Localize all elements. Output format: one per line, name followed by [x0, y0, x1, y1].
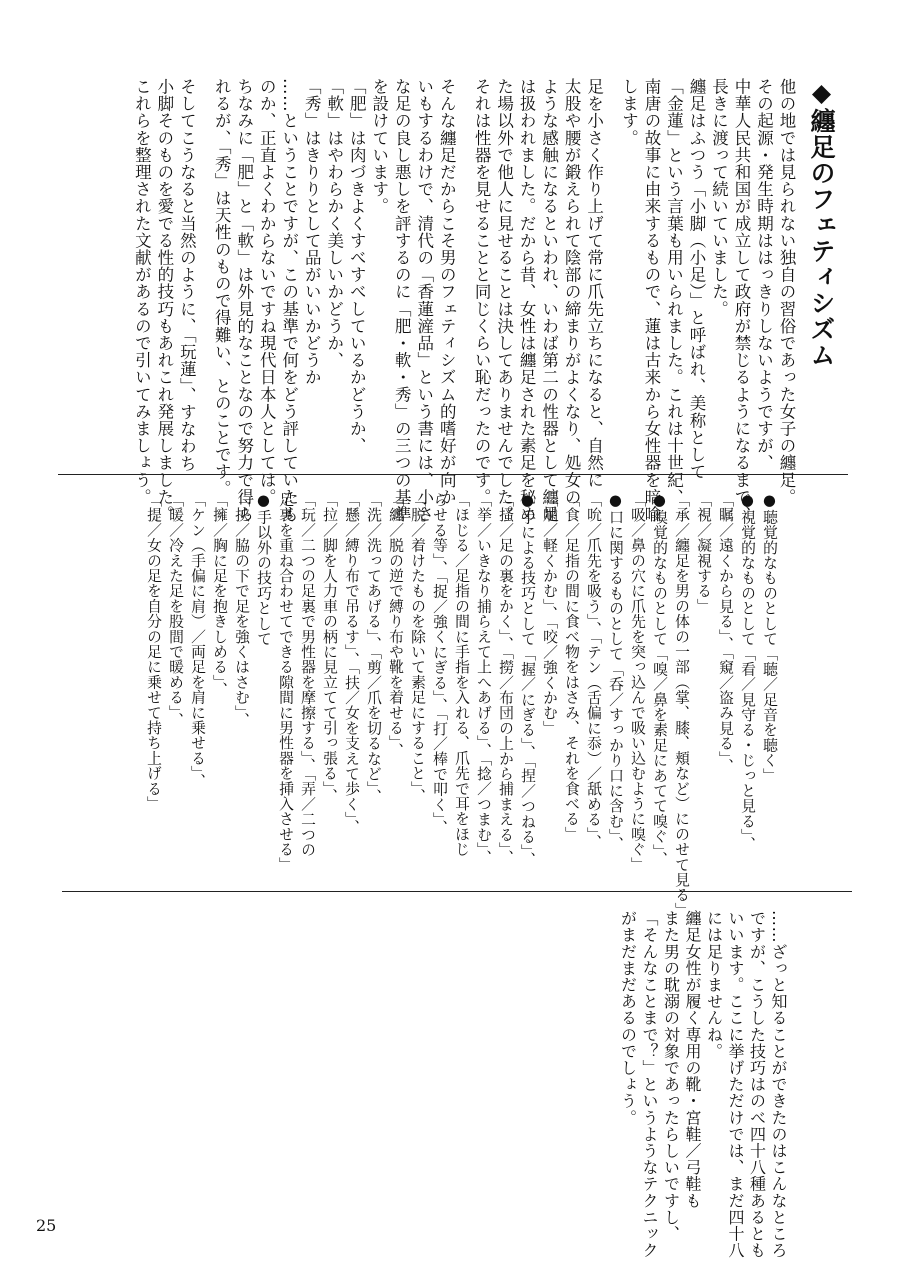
text-line: な足の良し悪しを評するのに「肥・軟・秀」の三つの基準 — [392, 78, 412, 523]
text-line: 「吸／鼻の穴に爪先を突っ込んで吸い込むように嗅ぐ」 — [629, 492, 646, 872]
text-line: 「挙／いきなり捕らえて上へあげる」、「捻／つまむ」、 — [475, 492, 492, 865]
text-line: します。 — [619, 78, 639, 147]
text-line: ような感触になるといわれ、いわば第二の性器として纏足 — [539, 78, 559, 523]
text-line: 「肥」は肉づきよくすべすべしているかどうか、 — [347, 78, 367, 455]
text-line: 「軟」はやわらかく美しいかどうか、 — [324, 78, 344, 369]
text-line: また男の耽溺の対象であったらしいですし、 — [661, 910, 681, 1242]
text-line: それは性器を見せることと同じくらい恥だったのです。 — [472, 78, 492, 506]
text-line: のか、正直よくわからないですね現代日本人としては。 — [257, 78, 277, 506]
text-line: 「ほじる／足指の間に手指を入れる、爪先で耳をほじ — [453, 492, 470, 857]
text-line: そんな纏足だからこそ男のフェティシズム的嗜好が向か — [437, 78, 457, 506]
text-line: 「拉／脚を人力車の柄に見立てて引っ張る」、 — [321, 492, 338, 804]
text-line: 「秀」はきりりとして品がいいかどうか — [302, 78, 322, 386]
text-line: には足りませんね。 — [704, 910, 724, 1060]
text-line: 中華人民共和国が成立して政府が禁じるようになるまで、 — [732, 78, 751, 523]
page-number: 25 — [36, 1216, 57, 1235]
text-line: 「ケン（手偏に肩）／両足を肩に乗せる」、 — [189, 492, 206, 789]
text-line: 長きに渡って続いていました。 — [709, 78, 729, 318]
text-line: これらを整理された文献があるので引いてみましょう。 — [132, 78, 152, 506]
text-line: 「玩／二つの足裏で男性器を摩擦する」、「弄／二つの — [299, 492, 316, 858]
text-line: 「挟／脇の下で足を強くはさむ」、 — [233, 492, 250, 728]
text-line: ですが、こうした技巧はのべ四十八種あるとも — [747, 910, 767, 1259]
text-line: らせる等」、「捉／強くにぎる」、「打／棒で叩く」、 — [431, 492, 448, 835]
text-line: 「搔／足の裏をかく」、「撈／布団の上から捕まえる」、 — [497, 492, 514, 865]
essay-text-block — [132, 78, 798, 523]
text-line: 足を小さく作り上げて常に爪先立ちになると、自然に — [584, 78, 604, 489]
text-line: ……ざっと知ることができたのはこんなところ — [769, 910, 788, 1259]
text-line: 「金蓮」という言葉も用いられました。これは十世紀、 — [664, 78, 684, 506]
text-line: 「提／女の足を自分の足に乗せて持ち上げる」 — [145, 492, 162, 812]
text-line: 「擁／胸に足を抱きしめる」、 — [211, 492, 228, 698]
text-line: を設けています。 — [369, 78, 389, 215]
text-line: ●聴覚的なものとして「聴／足音を聴く」 — [761, 492, 778, 783]
text-line: 「瞩／遠くから見る」、「窺／盗み見る」、 — [717, 492, 734, 774]
text-line: 「視／凝視する」 — [695, 492, 712, 614]
text-line: 纏足はふつう「小脚（小足）」と呼ばれ、美称として — [687, 78, 706, 481]
text-line: ちなみに「肥」と「軟」は外見的なことなので努力で得ら — [234, 78, 254, 523]
text-line: 「纏／脱の逆で縛り布や靴を着せる」、 — [387, 492, 404, 759]
text-line: 「そんなことまで？」というようなテクニック — [640, 910, 659, 1259]
text-line: 小脚そのものを愛でる性的技巧もあれこれ発展しました。 — [154, 78, 174, 523]
text-line: 「暖／冷えた足を股間で暖める」、 — [167, 492, 184, 728]
technique-list — [118, 492, 780, 918]
closing-note — [618, 910, 790, 1259]
text-line: れるが、「秀」は天性のもので得難い、とのことです。 — [212, 78, 232, 498]
text-line: 「食／足指の間に食べ物をはさみ、それを食べる」 — [563, 492, 580, 842]
text-line: 「噛／軽くかむ」、「咬／強くかむ」 — [541, 492, 558, 736]
text-line: ●嗅覚的なものとして「嗅／鼻を素足にあてて嗅ぐ」、 — [651, 492, 668, 867]
text-line: ●手以外の技巧として — [255, 492, 272, 647]
text-line: 纏足女性が履く専用の靴・宮鞋／弓鞋も — [683, 910, 702, 1209]
text-line: 太股や腰が鍛えられて陰部の締まりがよくなり、処女の — [562, 78, 582, 506]
section-divider — [58, 474, 848, 475]
text-line: ●手による技巧として「握／にぎる」、「捏／つねる」、 — [519, 492, 536, 868]
text-line: 「懸／縛り布で吊るす」、「扶／女を支えて歩く」、 — [343, 492, 360, 835]
text-line: た場以外で他人に見せることは決してありませんでした。 — [494, 78, 514, 523]
text-line: は扱われました。だから昔、女性は纏足された素足を秘め — [517, 78, 537, 523]
text-line: 「洗／洗ってあげる」、「剪／爪を切るなど」、 — [365, 492, 382, 805]
text-line: ●口に関するものとして「呑／すっかり口に含む」、 — [607, 492, 624, 852]
text-line: 足裏を重ね合わせてできる隙間に男性器を挿入させる」 — [277, 492, 294, 872]
text-line: いいます。ここに挙げただけでは、まだ四十八 — [726, 910, 745, 1259]
text-line: がまだまだあるのでしょう。 — [618, 910, 638, 1126]
text-line: ……ということですが、この基準で何をどう評していたも — [279, 78, 299, 523]
text-line: 「承／纏足を男の体の一部（掌、膝、頬など）にのせて見る」 — [673, 492, 690, 918]
text-line: ●視覚的なものとして「看／見守る・じっと見る」、 — [739, 492, 756, 852]
section-heading: ◆纏足のフェティシズム — [807, 78, 836, 368]
text-line: いもするわけで、清代の「香蓮滻品」という書には、小さ — [414, 78, 434, 523]
text-line: 他の地では見られない独自の習俗であった女子の纏足。 — [777, 78, 796, 506]
text-line: 「吮／爪先を吸う」、「テン（舌偏に忝）／舐める」、 — [585, 492, 602, 850]
text-line: そしてこうなると当然のように、「玩蓮」、すなわち — [177, 78, 197, 472]
text-line: その起源・発生時期ははっきりしないようですが、 — [754, 78, 774, 472]
section-divider — [62, 891, 852, 892]
text-line: 「脱／着けたものを除いて素足にすること」、 — [409, 492, 426, 804]
text-line: 南唐の故事に由来するもので、蓮は古来から女性器を暗喩 — [642, 78, 661, 523]
